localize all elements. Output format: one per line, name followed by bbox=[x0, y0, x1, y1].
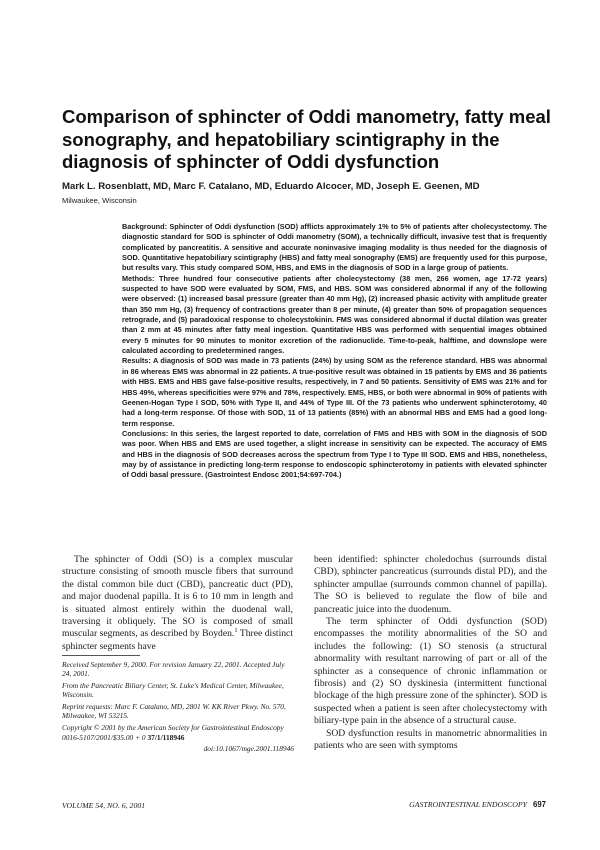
abstract bbox=[122, 222, 547, 481]
author-list: Mark L. Rosenblatt, MD, Marc F. Catalano, MD, Eduardo Alcocer, MD, Joseph E. Geenen, MD bbox=[62, 181, 480, 192]
copyright-text: Copyright © 2001 by the American Society for Gastrointestinal Endoscopy 0016-5107/2001/$35.00 + 0 bbox=[62, 723, 284, 742]
body-paragraph: SOD dysfunction results in manometric abnormalities in patients who are seen with symptoms bbox=[314, 727, 547, 752]
reprint-note: Reprint requests: Marc F. Catalano, MD, 2801 W. KK River Pkwy. No. 570, Milwaukee, WI 53215. bbox=[62, 702, 286, 721]
affiliation-note: From the Pancreatic Biliary Center, St. Luke's Medical Center, Milwaukee, Wisconsin. bbox=[62, 681, 284, 700]
abstract-methods: Methods: Three hundred four consecutive patients after cholecystectomy (38 men, 266 women, age 17-72 years) suspected to have SOD were evaluated by SOM, FMS, and HBS. SOM was considered abnormal if any of the following were observed: (1) increased basal pressure (greater than 40 mm Hg), (2) increased phasic activity with amplitude greater than 350 mm Hg, (3) frequency of contractions greater than 8 per minute, (4) greater than 50% of propagation sequences retrograde, and (5) paradoxical response to cholecystokinin. FMS was considered abnormal if ductal dilation was greater than 2 mm at 45 minutes after fatty meal ingestion. Quantitative HBS was performed with sequential images obtained every 5 minutes for 90 minutes to monitor excretion of the radionuclide. Time-to-peak, halftime, and downslope were calculated according to predetermined ranges. bbox=[122, 273, 547, 356]
copyright-note bbox=[62, 723, 294, 742]
abstract-results: Results: A diagnosis of SOD was made in 73 patients (24%) by using SOM as the reference standard. HBS was abnormal in 86 whereas EMS was abnormal in 22 patients. A true-positive result was obtained in 15 patients by EMS and 36 patients with HBS. EMS and HBS gave false-positive results, respectively, in 7 and 50 patients. Sensitivity of EMS was 21% and for HBS 49%, whereas specificities were 97% and 78%, respectively. EMS, HBS, or both were abnormal in 90% of patients with Geenen-Hogan Type I SOD, 50% with Type II, and 44% of Type III. Of the 73 patients who underwent sphincterotomy, 40 had a long-term response. Of those with SOD, 11 of 13 patients (85%) with an abnormal HBS and EMS had a good long-term response. bbox=[122, 356, 547, 428]
doi-note[interactable]: doi:10.1067/mge.2001.118946 bbox=[203, 744, 294, 754]
affiliation: Milwaukee, Wisconsin bbox=[62, 196, 137, 205]
body-paragraph bbox=[62, 554, 293, 653]
footer-journal bbox=[409, 800, 546, 809]
page-number: 697 bbox=[532, 800, 546, 809]
copyright-code: 37/1/118946 bbox=[147, 732, 185, 742]
body-text: Three distinct sphincter segments have bbox=[62, 628, 293, 652]
body-paragraph: The term sphincter of Oddi dysfunction (SOD) encompasses the motility abnormalities of the SO and includes the following: (1) SO stenosis (a structural abnormality with resultant narrowing of part or all of the sphincter as a consequence of chronic inflammation or fibrosis) and (2) SO dyskinesia (intermittent functional blockage of the high pressure zone of the sphincter). SOD is suspected when a patient is seen after cholecystectomy with biliary-type pain in the absence of a structural cause. bbox=[314, 616, 547, 727]
article-notes bbox=[62, 660, 294, 756]
abstract-conclusions: Conclusions: In this series, the largest reported to date, correlation of FMS and HBS with SOM in the diagnosis of SOD was poor. When HBS and EMS are used together, a slight increase in sensitivity can be expected. The accuracy of EMS and HBS in the diagnosis of SOD decreases across the spectrum from Type I to Type III SOD. EMS and HBS, nonetheless, may by of assistance in predicting long-term response to endoscopic sphincterotomy in patients with elevated sphincter of Oddi basal pressure. (Gastrointest Endosc 2001;54:697-704.) bbox=[122, 428, 547, 480]
body-right-column bbox=[314, 554, 547, 753]
body-text: The sphincter of Oddi (SO) is a complex muscular structure consisting of smooth muscle fibers that surround the distal common bile duct (CBD), pancreatic duct (PD), and major duodenal papilla. It is 6 to 10 mm in length and is situated almost entirely within the duodenal wall, traversing it obliquely. The SO is composed of small muscular segments, as described by Boyden. bbox=[62, 554, 293, 640]
footer-volume: VOLUME 54, NO. 6, 2001 bbox=[62, 801, 146, 810]
received-note: Received September 9, 2000. For revision January 22, 2001. Accepted July 24, 2001. bbox=[62, 660, 285, 679]
body-left-column bbox=[62, 554, 293, 653]
journal-name: GASTROINTESTINAL ENDOSCOPY bbox=[409, 800, 527, 809]
abstract-background: Background: Sphincter of Oddi dysfunction (SOD) afflicts approximately 1% to 5% of patients after cholecystectomy. The diagnostic standard for SOD is sphincter of Oddi manometry (SOM), a technically difficult, invasive test that is frequently complicated by pancreatitis. A sensitive and accurate noninvasive imaging modality is thus needed for the diagnosis of SOD. Quantitative hepatobiliary scintigraphy (HBS) and fatty meal sonography (EMS) are frequently used for this purpose, but results vary. This study compared SOM, HBS, and EMS in the diagnosis of SOD in a large group of patients. bbox=[122, 222, 547, 273]
reference-marker[interactable]: 1 bbox=[234, 627, 238, 635]
article-title: Comparison of sphincter of Oddi manometry, fatty meal sonography, and hepatobiliary scintigraphy in the diagnosis of sphincter of Oddi dysfunction bbox=[62, 106, 551, 172]
footnote-divider bbox=[62, 655, 140, 656]
body-paragraph: been identified: sphincter choledochus (surrounds distal CBD), sphincter pancreaticus (surrounds distal PD), and the sphincter ampullae (surrounds common channel of papilla). The SO is believed to regulate the flow of bile and pancreatic juice into the duodenum. bbox=[314, 554, 547, 615]
